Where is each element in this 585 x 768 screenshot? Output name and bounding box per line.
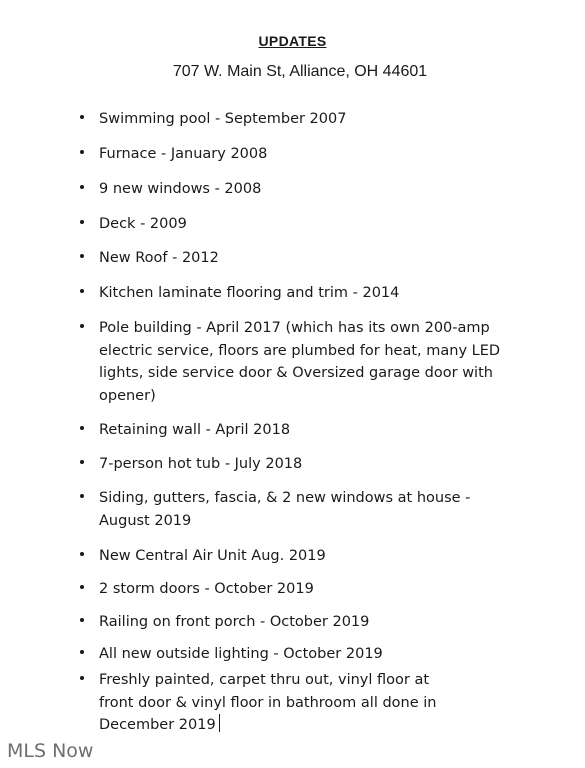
bullet-icon [80,289,84,293]
list-item-text: Furnace - January 2008 [99,146,268,162]
list-item-text: Railing on front porch - October 2019 [99,614,370,630]
list-item-text: Deck - 2009 [99,216,187,232]
list-item-text: Retaining wall - April 2018 [99,422,291,438]
bullet-icon [80,254,84,258]
document-title: UPDATES [258,33,327,49]
bullet-icon [80,426,84,430]
bullet-icon [80,115,84,119]
text-cursor [219,714,220,732]
bullet-icon [80,324,84,328]
list-item-text: Kitchen laminate flooring and trim - 2014 [99,285,400,301]
list-item-text: Pole building - April 2017 (which has its own 200-amp electric service, floors are plumbed for heat, many LED lights, side service door & Oversized garage door with opener) [99,320,501,404]
bullet-icon [80,676,84,680]
watermark: MLS Now [7,740,94,762]
bullet-icon [80,220,84,224]
bullet-icon [80,585,84,589]
list-item-text: New Roof - 2012 [99,250,219,266]
list-item-text: Siding, gutters, fascia, & 2 new windows at house - August 2019 [99,490,471,529]
list-item-text: 9 new windows - 2008 [99,181,262,197]
property-address: 707 W. Main St, Alliance, OH 44601 [172,63,428,80]
bullet-icon [80,618,84,622]
bullet-icon [80,650,84,654]
list-item-text: All new outside lighting - October 2019 [99,646,383,662]
list-item-text: 7-person hot tub - July 2018 [99,456,303,472]
bullet-icon [80,494,84,498]
bullet-icon [80,185,84,189]
list-item-text: 2 storm doors - October 2019 [99,581,314,597]
bullet-icon [80,460,84,464]
bullet-icon [80,552,84,556]
bullet-icon [80,150,84,154]
list-item-text [99,669,529,737]
list-item-text: Swimming pool - September 2007 [99,111,347,127]
list-item-text-content: Freshly painted, carpet thru out, vinyl floor at front door & vinyl floor in bathroom all done in December 2019 [99,672,437,733]
list-item-text: New Central Air Unit Aug. 2019 [99,548,326,564]
